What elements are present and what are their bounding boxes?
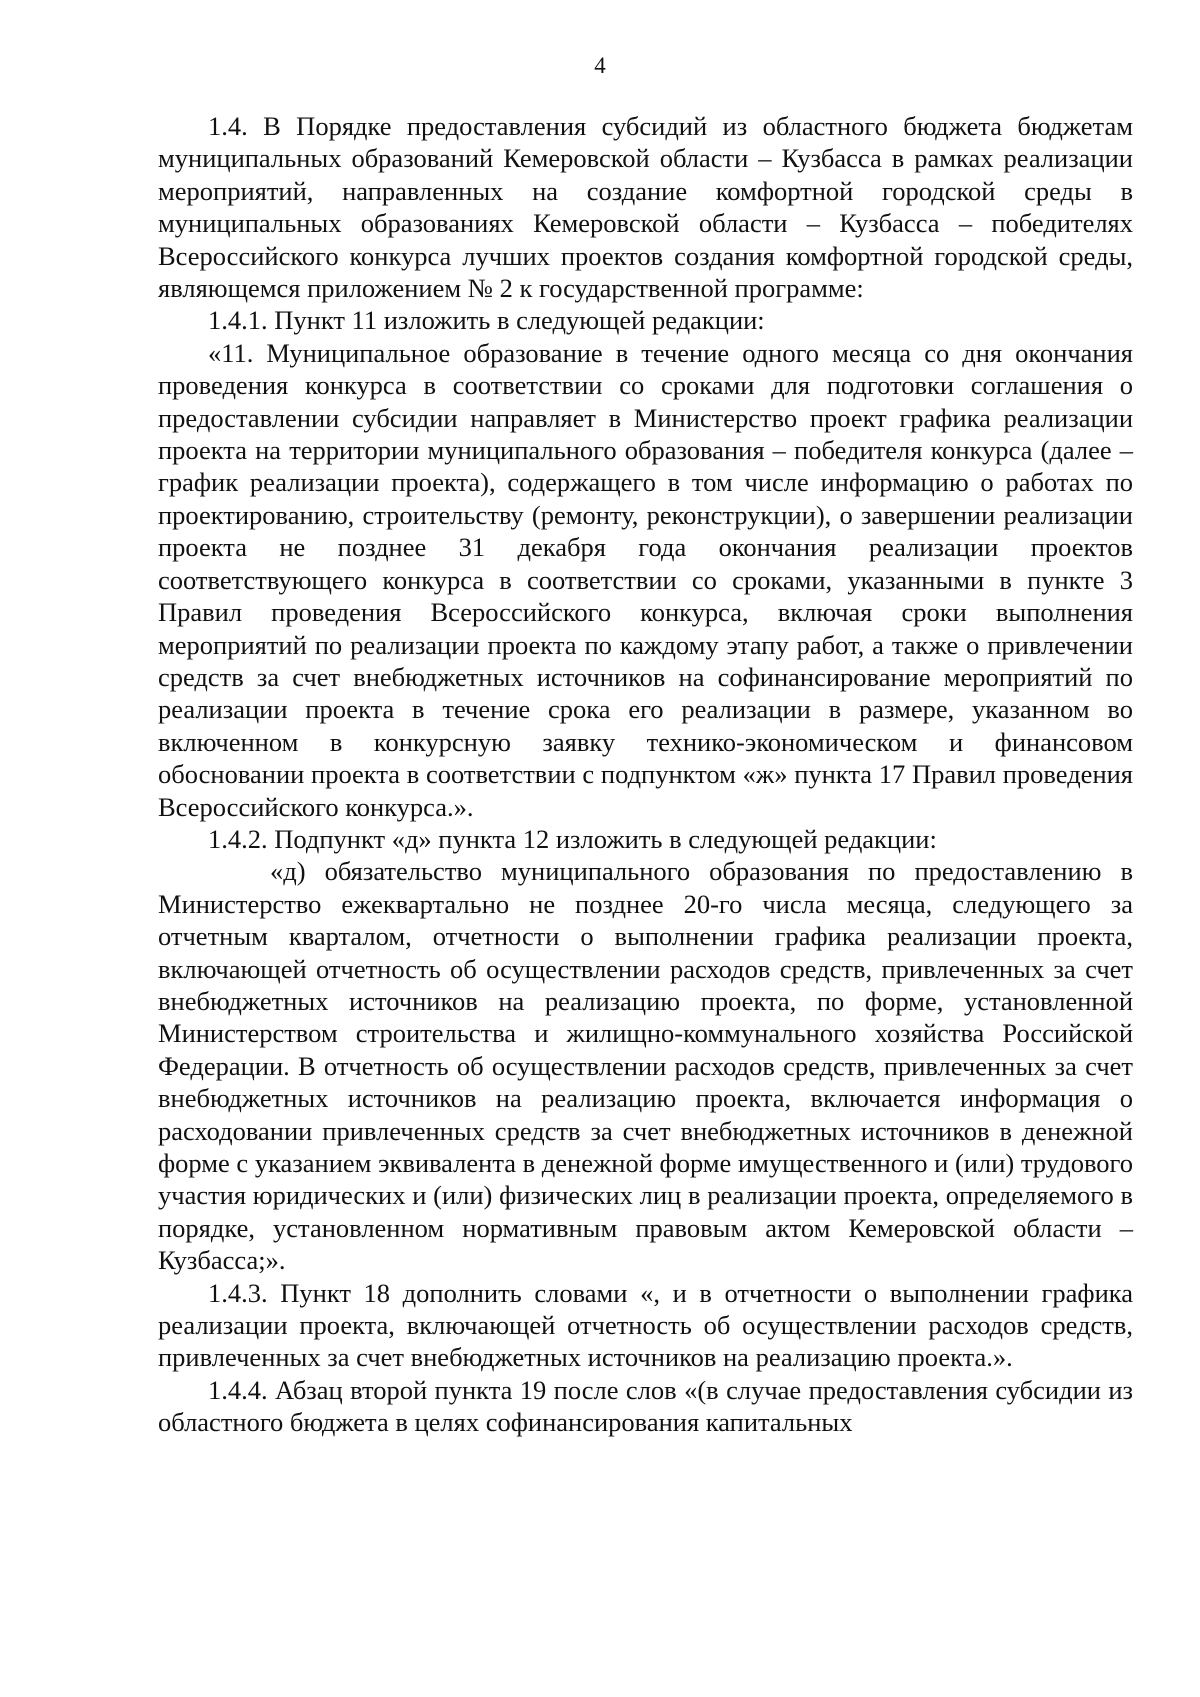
paragraph-clause-11: «11. Муниципальное образование в течение одного месяца со дня окончания проведения конкурса в соответствии со сроками для подготовки соглашения о предоставлении субсидии направляет в Министерство проект графика реализации проекта на территории муниципального образования – победителя конкурса (далее – график реализации проекта), содержащего в том числе информацию о работах по проектированию, строительству (ремонту, реконструкции), о завершении реализации проекта не позднее 31 декабря года окончания реализации проектов соответствующего конкурса в соответствии со сроками, указанными в пункте 3 Правил проведения Всероссийского конкурса, включая сроки выполнения мероприятий по реализации проекта по каждому этапу работ, а также о привлечении средств за счет внебюджетных источников на софинансирование мероприятий по реализации проекта в течение срока его реализации в размере, указанном во включенном в конкурсную заявку технико-экономическом и финансовом обосновании проекта в соответствии с подпунктом «ж» пункта 17 Правил проведения Всероссийского конкурса.». (158, 337, 1133, 822)
paragraph-1-4-1: 1.4.1. Пункт 11 изложить в следующей редакции: (208, 305, 765, 336)
paragraph-1-4: 1.4. В Порядке предоставления субсидий из областного бюджета бюджетам муниципальных образований Кемеровской области – Кузбасса в рамках реализации мероприятий, направленных на создание комфортной городской среды в муниципальных образованиях Кемеровской области – Кузбасса – победителях Всероссийского конкурса лучших проектов создания комфортной городской среды, являющемся приложением № 2 к государственной программе: (158, 111, 1133, 304)
document-body (158, 110, 1133, 1439)
page-number: 4 (594, 53, 606, 78)
paragraph-1-4-4: 1.4.4. Абзац второй пункта 19 после слов «(в случае предоставления субсидии из областного бюджета в целях софинансирования капитальных (158, 1374, 1133, 1438)
paragraph-subclause-d: «д) обязательство муниципального образования по предоставлению в Министерство ежеквартально не позднее 20-го числа месяца, следующего за отчетным кварталом, отчетности о выполнении графика реализации проекта, включающей отчетность об осуществлении расходов средств, привлеченных за счет внебюджетных источников на реализацию проекта, по форме, установленной Министерством строительства и жилищно-коммунального хозяйства Российской Федерации. В отчетность об осуществлении расходов средств, привлеченных за счет внебюджетных источников на реализацию проекта, включается информация о расходовании привлеченных средств за счет внебюджетных источников в денежной форме с указанием эквивалента в денежной форме имущественного и (или) трудового участия юридических и (или) физических лиц в реализации проекта, определяемого в порядке, установленном нормативным правовым актом Кемеровской области – Кузбасса;». (158, 856, 1133, 1276)
paragraph-1-4-3: 1.4.3. Пункт 18 дополнить словами «, и в отчетности о выполнении графика реализации проекта, включающей отчетность об осуществлении расходов средств, привлеченных за счет внебюджетных источников на реализацию проекта.». (158, 1277, 1133, 1373)
paragraph-1-4-2: 1.4.2. Подпункт «д» пункта 12 изложить в следующей редакции: (208, 823, 937, 854)
